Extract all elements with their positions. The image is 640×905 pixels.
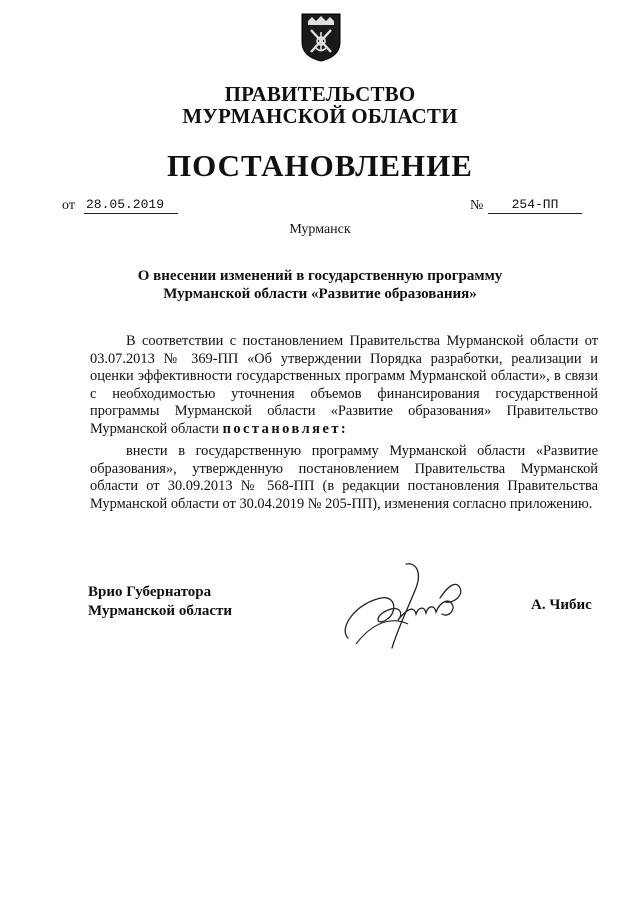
document-date: 28.05.2019 xyxy=(84,197,178,214)
number-label: № xyxy=(470,198,484,213)
signatory-position-line2: Мурманской области xyxy=(88,603,233,619)
document-type-title: ПОСТАНОВЛЕНИЕ xyxy=(167,148,473,183)
resolution-word: постановляет: xyxy=(222,420,349,437)
signatory-name: А. Чибис xyxy=(531,597,592,613)
body-paragraph-1 xyxy=(90,333,598,439)
document-subject xyxy=(0,267,640,303)
organization-title-line1: ПРАВИТЕЛЬСТВО xyxy=(224,82,416,106)
city-name: Мурманск xyxy=(289,222,351,237)
signatory-position-line1: Врио Губернатора xyxy=(88,584,212,600)
body-paragraph-2: внести в государственную программу Мурманской области «Развитие образования», утвержденную постановлением Правительства Мурманской области от 30.09.2013 № 568-ПП (в редакции постановления Правительства Мурманской области от 30.04.2019 № 205-ПП), изменения согласно приложению. xyxy=(90,443,598,512)
signatory-position xyxy=(88,583,232,621)
paragraph-1-text: В соответствии с постановлением Правительства Мурманской области от 03.07.2013 № 369-ПП «Об утверждении Порядка разработки, реализации и оценки эффективности государственных программ Мурманской области», в связи с необходимостью уточнения объемов финансирования государственной программы Мурманской области «Развитие образования» Правительство Мурманской области xyxy=(90,333,598,437)
date-label: от xyxy=(62,198,75,213)
organization-title-line2: МУРМАНСКОЙ ОБЛАСТИ xyxy=(182,104,458,128)
subject-line2: Мурманской области «Развитие образования» xyxy=(163,286,477,302)
handwritten-signature xyxy=(336,558,486,658)
coat-of-arms-icon xyxy=(300,12,342,62)
document-number: 254-ПП xyxy=(488,197,582,214)
subject-line1: О внесении изменений в государственную программу xyxy=(137,268,503,284)
